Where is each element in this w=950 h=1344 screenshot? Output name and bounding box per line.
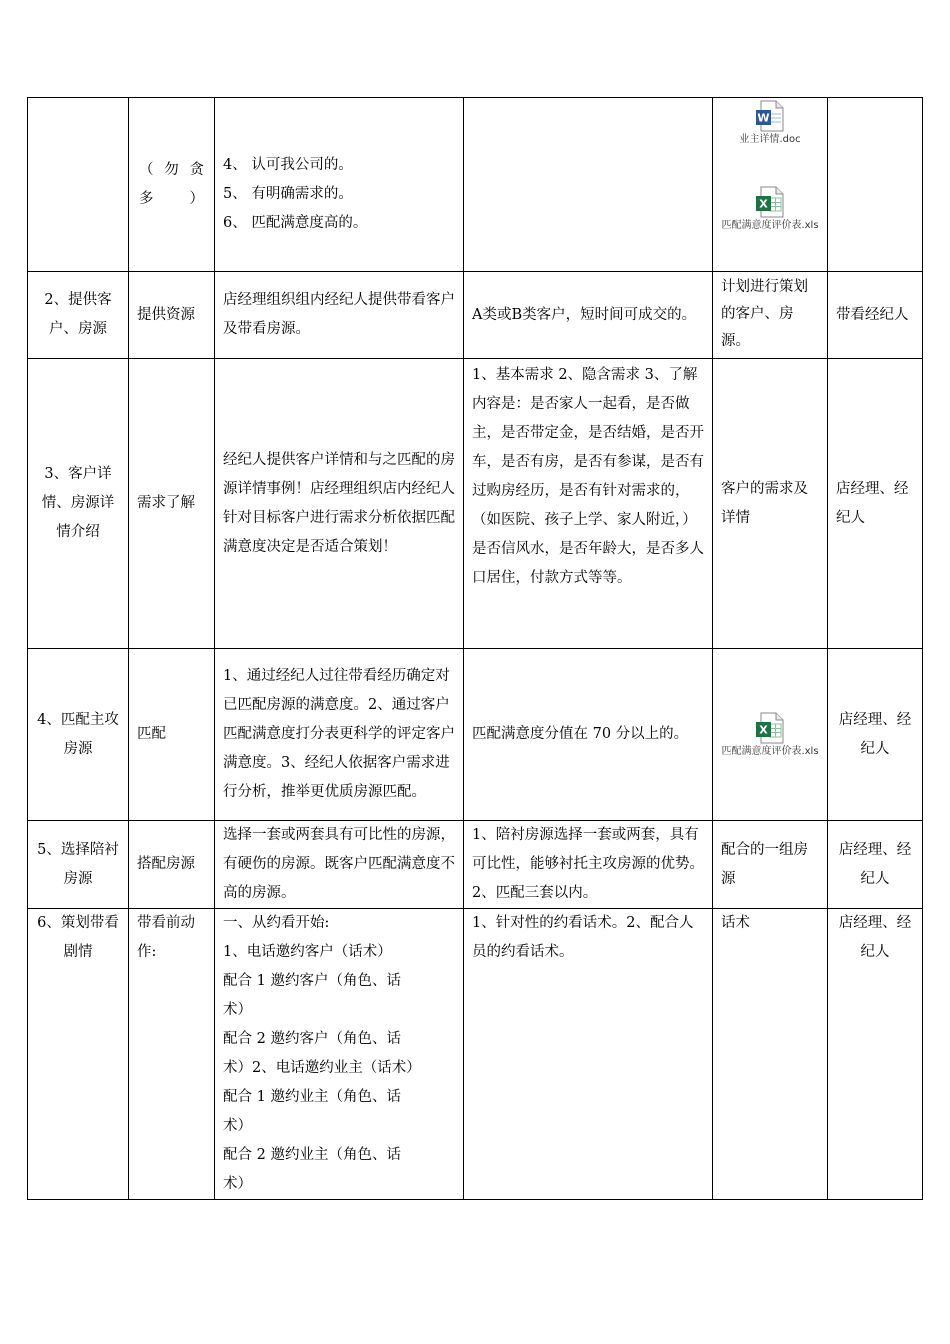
owner-cell: 带看经纪人 [828, 272, 923, 359]
owner-cell [828, 98, 923, 272]
content-line: 配合 1 邀约业主（角色、话 [223, 1089, 401, 1105]
step-cell: 4、匹配主攻房源 [28, 649, 129, 821]
excel-file-icon [755, 186, 785, 218]
action-cell: （ 勿 贪 多） [129, 98, 215, 272]
step-cell [28, 98, 129, 272]
content-cell: 选择一套或两套具有可比性的房源，有硬伤的房源。既客户匹配满意度不高的房源。 [215, 821, 464, 909]
content-cell [215, 98, 464, 272]
svg-text:W: W [757, 111, 770, 125]
output-cell: 客户的需求及详情 [713, 359, 828, 649]
table-row [28, 98, 923, 272]
output-cell [713, 98, 828, 272]
action-cell: 匹配 [129, 649, 215, 821]
word-file-icon [755, 100, 785, 132]
output-cell: 话术 [713, 909, 828, 1200]
standard-cell: 匹配满意度分值在 70 分以上的。 [464, 649, 713, 821]
content-line: 术） [223, 1118, 252, 1134]
standard-cell: 1、基本需求 2、隐含需求 3、了解内容是：是否家人一起看，是否做主，是否带定金，是否结婚，是否开车，是否有房，是否有参谋，是否有过购房经历，是否有针对需求的，（如医院、孩子上学、家人附近，）是否信风水，是否年龄大，是否多人口居住，付款方式等等。 [464, 359, 713, 649]
table-row [28, 649, 923, 821]
table-row [28, 909, 923, 1200]
step-cell: 2、提供客户、房源 [28, 272, 129, 359]
excel-file-icon [755, 712, 785, 744]
content-line: 配合 1 邀约客户（角色、话 [223, 973, 401, 989]
attachment-xls-label: 匹配满意度评价表.xls [721, 745, 819, 757]
action-cell: 提供资源 [129, 272, 215, 359]
action-cell: 需求了解 [129, 359, 215, 649]
action-cell: 带看前动作: [129, 909, 215, 1200]
attachment-doc[interactable] [739, 100, 800, 146]
content-cell: 1、通过经纪人过往带看经历确定对已匹配房源的满意度。2、通过客户匹配满意度打分表更科学的评定客户满意度。3、经纪人依据客户需求进行分析，推举更优质房源匹配。 [215, 649, 464, 821]
standard-cell: A类或B类客户，短时间可成交的。 [464, 272, 713, 359]
content-line: 6、 匹配满意度高的。 [223, 215, 368, 231]
content-line: 一、从约看开始: [223, 915, 330, 931]
svg-text:X: X [759, 197, 768, 211]
attachment-doc-label: 业主详情.doc [739, 134, 801, 145]
owner-cell: 店经理、经纪人 [828, 649, 923, 821]
content-line: 术） [223, 1002, 252, 1018]
owner-cell: 店经理、经纪人 [828, 359, 923, 649]
content-line: 1、电话邀约客户（话术） [223, 944, 392, 960]
svg-text:X: X [759, 723, 768, 736]
owner-cell: 店经理、经纪人 [828, 821, 923, 909]
table-row [28, 821, 923, 909]
action-cell: 搭配房源 [129, 821, 215, 909]
step-cell: 3、客户详情、房源详情介绍 [28, 359, 129, 649]
output-cell [713, 649, 828, 821]
table-row [28, 272, 923, 359]
attachment-xls[interactable] [715, 712, 825, 758]
content-cell: 经纪人提供客户详情和与之匹配的房源详情事例！店经理组织店内经纪人针对目标客户进行需求分析依据匹配满意度决定是否适合策划！ [215, 359, 464, 649]
step-cell: 5、选择陪衬房源 [28, 821, 129, 909]
attachment-xls[interactable] [720, 186, 820, 232]
content-line: 术）2、电话邀约业主（话术） [223, 1060, 421, 1076]
step-cell: 6、策划带看剧情 [28, 909, 129, 1200]
owner-cell: 店经理、经纪人 [828, 909, 923, 1200]
content-cell [215, 909, 464, 1200]
output-cell: 计划进行策划的客户、房源。 [713, 272, 828, 359]
content-line: 配合 2 邀约业主（角色、话 [223, 1147, 401, 1163]
table-row [28, 359, 923, 649]
output-cell: 配合的一组房源 [713, 821, 828, 909]
content-line: 术） [223, 1176, 252, 1192]
standard-cell [464, 98, 713, 272]
standard-cell: 1、针对性的约看话术。2、配合人员的约看话术。 [464, 909, 713, 1200]
content-line: 配合 2 邀约客户（角色、话 [223, 1031, 401, 1047]
content-line: 5、 有明确需求的。 [223, 186, 353, 202]
content-cell: 店经理组织组内经纪人提供带看客户及带看房源。 [215, 272, 464, 359]
attachment-xls-label: 匹配满意度评价表.xls [721, 220, 819, 231]
content-line: 4、 认可我公司的。 [223, 157, 353, 173]
process-table [27, 97, 923, 1200]
standard-cell: 1、陪衬房源选择一套或两套，具有可比性，能够衬托主攻房源的优势。2、匹配三套以内。 [464, 821, 713, 909]
